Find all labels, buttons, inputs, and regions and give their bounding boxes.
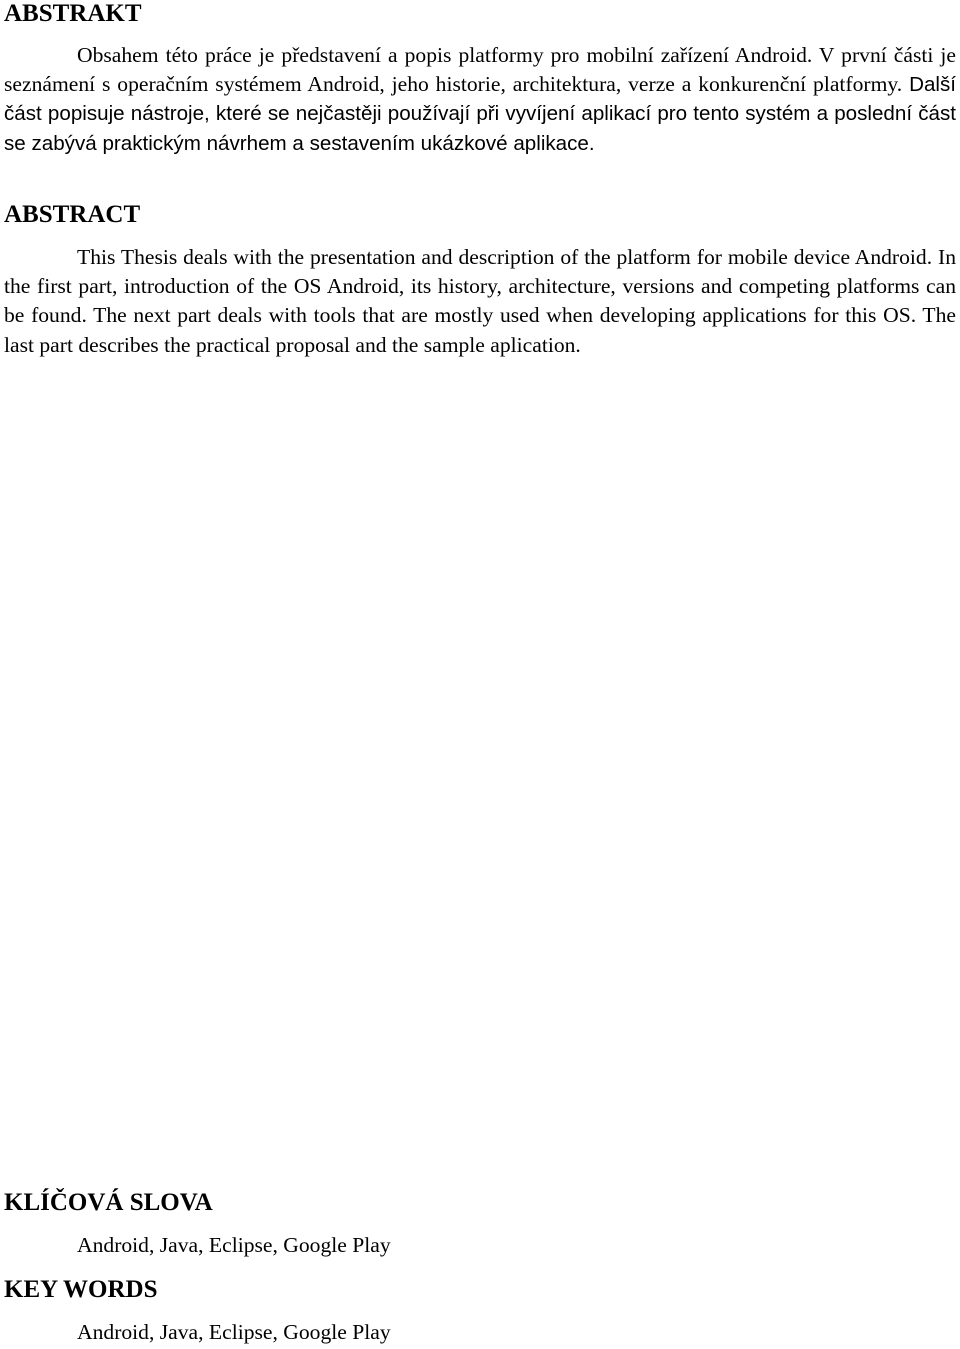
key-words-heading: KEY WORDS	[4, 1276, 158, 1303]
abstrakt-text-part2: Další část popisuje nástroje, které se nejčastěji používají při vyvíjení aplikací pro tento systém a poslední část se zabývá praktickým návrhem a sestavením ukázkové aplikace.	[4, 73, 956, 155]
abstract-heading: ABSTRACT	[4, 201, 141, 228]
abstrakt-text-part1: Obsahem této práce je představení a popis platformy pro mobilní zařízení Android. V první části je seznámení s operačním systémem Android, jeho historie, architektura, verze a konkurenční platformy.	[4, 43, 956, 97]
klicova-slova-heading: KLÍČOVÁ SLOVA	[4, 1189, 213, 1216]
klicova-slova-list: Android, Java, Eclipse, Google Play	[77, 1233, 391, 1257]
abstrakt-paragraph	[4, 41, 956, 158]
key-words-list: Android, Java, Eclipse, Google Play	[77, 1320, 391, 1344]
abstract-paragraph: This Thesis deals with the presentation and description of the platform for mobile device Android. In the first part, introduction of the OS Android, its history, architecture, versions and competing platforms can be found. The next part deals with tools that are mostly used when developing applications for this OS. The last part describes the practical proposal and the sample aplication.	[4, 245, 956, 357]
abstrakt-heading: ABSTRAKT	[4, 0, 142, 27]
